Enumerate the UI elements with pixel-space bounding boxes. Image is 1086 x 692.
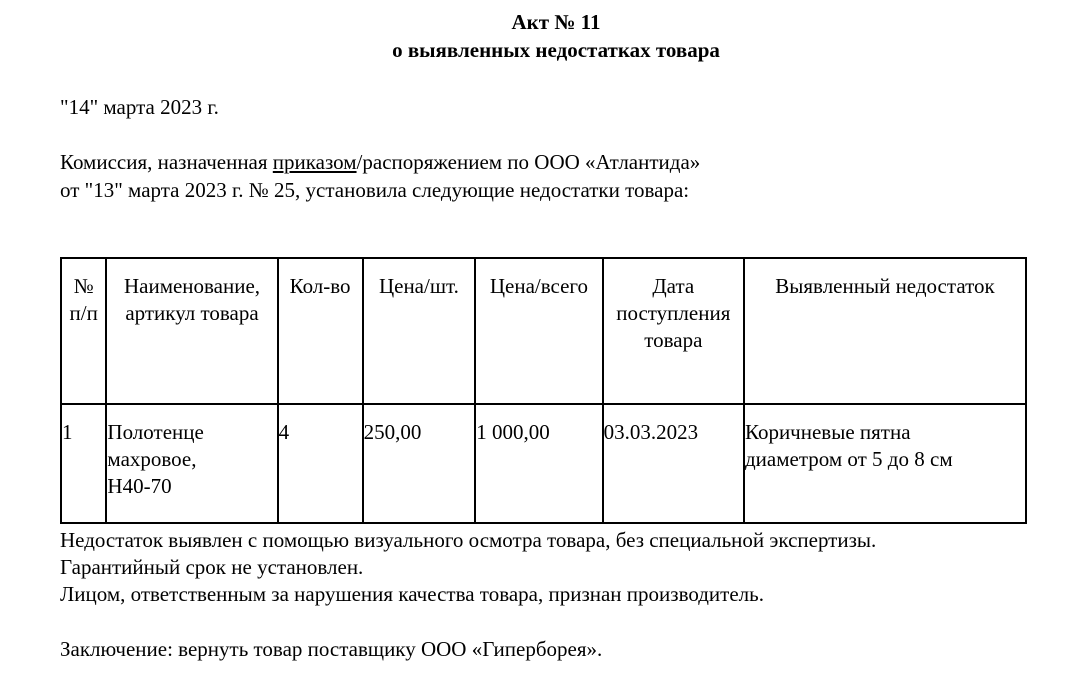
cell-defect [744, 404, 1026, 523]
cell-name-line1: Полотенце [107, 420, 204, 444]
conclusion: Заключение: вернуть товар поставщику ООО «Гиперборея». [60, 637, 603, 661]
table-row [61, 404, 1026, 523]
header-name [106, 258, 277, 404]
findings-line-3: Лицом, ответственным за нарушения качества товара, признан производитель. [60, 582, 764, 606]
header-date-line1: Дата [652, 274, 695, 298]
header-num [61, 258, 106, 404]
header-num-line2: п/п [69, 301, 98, 325]
cell-name-line2: махровое, [107, 447, 197, 471]
header-qty: Кол-во [278, 258, 363, 404]
cell-date: 03.03.2023 [603, 404, 744, 523]
cell-num: 1 [61, 404, 106, 523]
header-defect: Выявленный недостаток [744, 258, 1026, 404]
commission-line-1 [60, 149, 700, 176]
cell-price-total: 1 000,00 [475, 404, 602, 523]
findings-line-2: Гарантийный срок не установлен. [60, 555, 364, 579]
cell-defect-line2: диаметром от 5 до 8 см [744, 447, 953, 471]
header-date-line2: поступления [616, 301, 731, 325]
commission-text-end: /распоряжением по ООО «Атлантида» [356, 150, 701, 174]
cell-name [106, 404, 277, 523]
header-price-total: Цена/всего [475, 258, 602, 404]
header-name-line1: Наименование, [123, 274, 261, 298]
table-header-row [61, 258, 1026, 404]
act-date: "14" марта 2023 г. [60, 95, 219, 119]
order-underlined: приказом [272, 150, 357, 174]
cell-price-unit: 250,00 [363, 404, 476, 523]
commission-text-start: Комиссия, назначенная [60, 150, 273, 174]
header-date [603, 258, 744, 404]
header-num-line1: № [73, 274, 94, 298]
commission-line-2: от "13" марта 2023 г. № 25, установила следующие недостатки товара: [60, 178, 690, 202]
cell-name-line3: Н40-70 [107, 474, 172, 498]
header-price-unit: Цена/шт. [363, 258, 476, 404]
defects-table [60, 257, 1027, 524]
act-subtitle: о выявленных недостатках товара [392, 38, 720, 62]
act-title: Акт № 11 [511, 10, 601, 34]
cell-qty: 4 [278, 404, 363, 523]
header-name-line2: артикул товара [125, 301, 259, 325]
cell-defect-line1: Коричневые пятна [744, 420, 911, 444]
findings-line-1: Недостаток выявлен с помощью визуального осмотра товара, без специальной экспертизы. [60, 528, 877, 552]
header-date-line3: товара [644, 328, 703, 352]
